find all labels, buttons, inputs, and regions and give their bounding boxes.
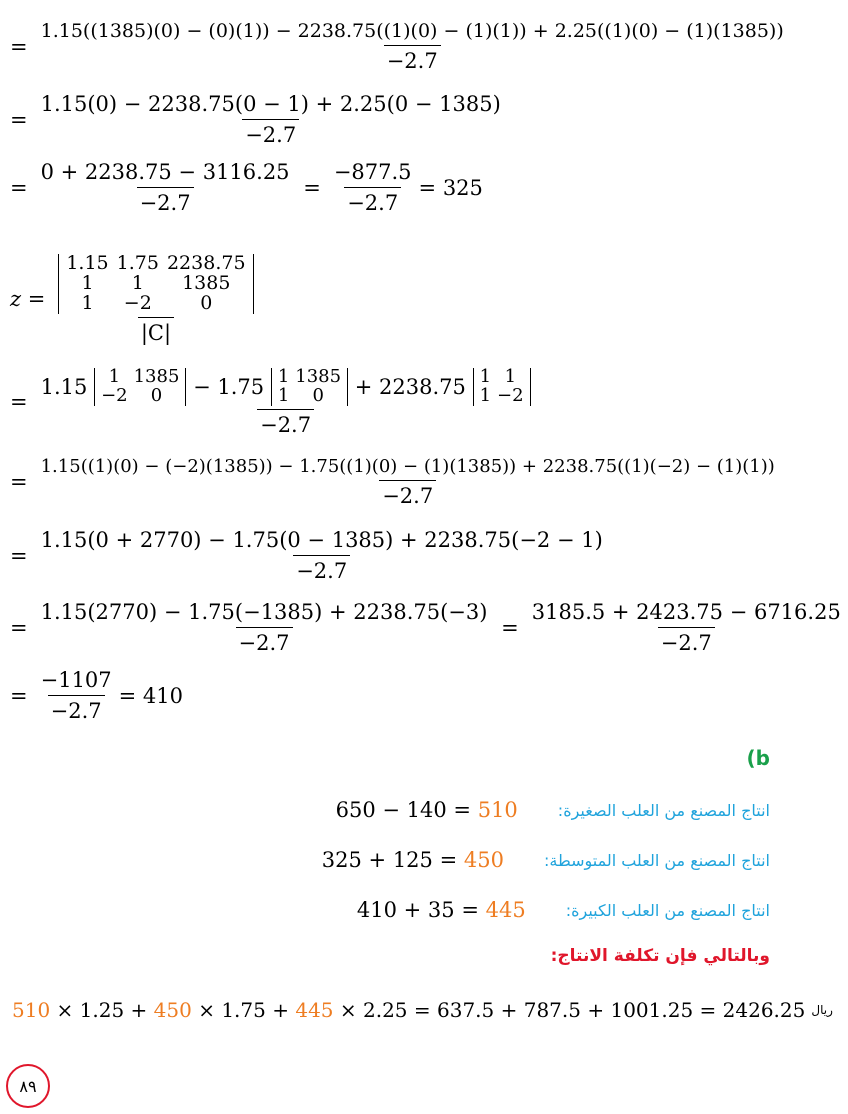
production-row-small [336, 798, 770, 822]
matrix-cell: 0 [150, 384, 163, 406]
matrix-cell: 0 [312, 384, 324, 406]
numerator: 1.15(0 + 2770) − 1.75(0 − 1385) + 2238.75(−2 − 1) [40, 528, 603, 552]
production-value: 510 [477, 798, 518, 822]
matrix-row [62, 294, 249, 314]
fraction [38, 368, 534, 437]
z-calc-expansion: = 1.15 1 1385 −2 0 − 1.75 1 1385 1 0 + 2238.75 1 1 1 −2 −2.7 [10, 368, 538, 437]
determinant-3x3 [58, 254, 253, 314]
z-variable: z = [10, 287, 46, 312]
y-calc-line-3: = $\frac{0 + 2238.75 - 3116.25}{-2.7}$ = $\frac{-877.5}{-2.7}$ = 325 [10, 160, 483, 215]
denominator: −2.7 [236, 627, 293, 655]
matrix-cell: 1.15 [66, 252, 109, 274]
determinant-2x2 [271, 368, 348, 406]
cost-heading: وبالتالي فإن تكلفة الانتاج: [550, 946, 770, 966]
production-value: 445 [485, 898, 526, 922]
numerator: 1.15((1)(0) − (−2)(1385)) − 1.75((1)(0) − (1)(1385)) + 2238.75((1)(−2) − (1)(1)) [40, 456, 775, 477]
denominator: |C| [138, 317, 174, 345]
matrix-row [62, 254, 249, 274]
cost-term: × 1.25 + [50, 998, 154, 1022]
coefficient: + 2238.75 [354, 374, 466, 399]
production-row-medium [322, 848, 770, 872]
numerator: −877.5 [333, 160, 412, 184]
denominator: −2.7 [257, 409, 314, 437]
fraction [55, 254, 256, 345]
denominator: −2.7 [48, 695, 105, 723]
denominator: −2.7 [344, 187, 401, 215]
cost-equation [12, 998, 833, 1022]
numerator: 0 + 2238.75 − 3116.25 [40, 160, 290, 184]
fraction [38, 160, 293, 215]
numerator: 1.15((1385)(0) − (0)(1)) − 2238.75((1)(0) − (1)(1)) + 2.25((1)(0) − (1)(1385)) [40, 20, 784, 42]
production-expression: 410 + 35 = [356, 898, 479, 922]
matrix-row [62, 274, 249, 294]
production-label: انتاج المصنع من العلب الكبيرة: [565, 900, 770, 920]
denominator: −2.7 [384, 45, 441, 73]
fraction [529, 600, 844, 655]
fraction [38, 92, 504, 147]
numerator: 3185.5 + 2423.75 − 6716.25 [531, 600, 841, 624]
matrix-cell: 1 [81, 271, 94, 294]
matrix-cell: 1 [479, 384, 492, 406]
matrix-cell: 1 [504, 366, 517, 387]
matrix-cell: 1 [81, 291, 94, 314]
matrix-cell: 1.75 [116, 252, 159, 274]
numerator: −1107 [40, 668, 112, 692]
cost-value: 445 [295, 998, 334, 1022]
coefficient: − 1.75 [193, 374, 265, 399]
denominator: −2.7 [658, 627, 715, 655]
denominator: −2.7 [379, 480, 436, 508]
production-label: انتاج المصنع من العلب المتوسطة: [543, 850, 770, 870]
numerator: 1.15(2770) − 1.75(−1385) + 2238.75(−3) [40, 600, 488, 624]
matrix-cell: 1385 [182, 271, 231, 294]
z-calc-line-2: = 1.15((1)(0) − (−2)(1385)) − 1.75((1)(0) − (1)(1385)) + 2238.75((1)(−2) − (1)(1)) −2.7 [10, 456, 782, 508]
matrix-cell: 1 [108, 366, 121, 387]
y-calc-line-1: = 1.15((1385)(0) − (0)(1)) − 2238.75((1)(0) − (1)(1)) + 2.25((1)(0) − (1)(1385)) −2.7 [10, 20, 791, 73]
matrix-cell: 0 [200, 291, 213, 314]
cost-value: 510 [12, 998, 51, 1022]
z-calc-line-3: = $\frac{1.15(0 + 2770) - 1.75(0 - 1385) + 2238.75(-2 - 1)}{-2.7}$ [10, 528, 610, 583]
matrix-cell: 1 [479, 366, 492, 387]
matrix-cell: 1385 [295, 366, 342, 387]
matrix-cell: 1 [277, 384, 290, 406]
fraction [38, 456, 778, 508]
cost-value: 450 [153, 998, 192, 1022]
matrix-cell: 1385 [133, 366, 180, 387]
numerator: 1.15(0) − 2238.75(0 − 1) + 2.25(0 − 1385) [40, 92, 501, 116]
fraction [38, 20, 787, 73]
denominator: −2.7 [137, 187, 194, 215]
determinant-2x2 [473, 368, 531, 406]
fraction [38, 600, 491, 655]
page-number-badge [6, 1064, 50, 1108]
production-expression: 650 − 140 = [335, 798, 472, 822]
matrix-cell: 1 [277, 366, 290, 387]
y-calc-line-2: = $\frac{1.15(0) - 2238.75(0 - 1) + 2.25(0 - 1385)}{-2.7}$ [10, 92, 508, 147]
production-label: انتاج المصنع من العلب الصغيرة: [557, 800, 770, 820]
numerator [55, 254, 256, 317]
cost-term: × 2.25 = 637.5 + 787.5 + 1001.25 = 2426.25 [333, 998, 806, 1022]
y-result: = 325 [418, 175, 483, 200]
production-value: 450 [463, 848, 504, 872]
matrix-cell: 2238.75 [166, 252, 246, 274]
denominator: −2.7 [242, 119, 299, 147]
fraction [38, 528, 606, 583]
z-calc-line-5: = $\frac{-1107}{-2.7}$ = 410 [10, 668, 184, 723]
cost-term: × 1.75 + [191, 998, 296, 1022]
currency-unit: ريال [811, 1003, 833, 1017]
matrix-cell: 1 [131, 271, 144, 294]
z-definition [10, 254, 261, 345]
page-number: ٨٩ [19, 1076, 37, 1096]
fraction [38, 668, 115, 723]
production-row-large [357, 898, 770, 922]
matrix-cell: −2 [497, 384, 524, 406]
z-calc-line-4: = $\frac{1.15(2770) - 1.75(-1385) + 2238.75(-3)}{-2.7}$ = $\frac{3185.5 + 2423.75 - 6716.25}{-2.7}$ [10, 600, 848, 655]
part-b-label: (b [746, 746, 770, 770]
coefficient: 1.15 [40, 374, 88, 399]
matrix-cell: −2 [123, 291, 152, 314]
matrix-cell: −2 [101, 384, 128, 406]
denominator: −2.7 [293, 555, 350, 583]
determinant-2x2 [94, 368, 186, 406]
production-expression: 325 + 125 = [321, 848, 458, 872]
z-result: = 410 [118, 683, 184, 708]
fraction [331, 160, 415, 215]
numerator [38, 368, 534, 409]
